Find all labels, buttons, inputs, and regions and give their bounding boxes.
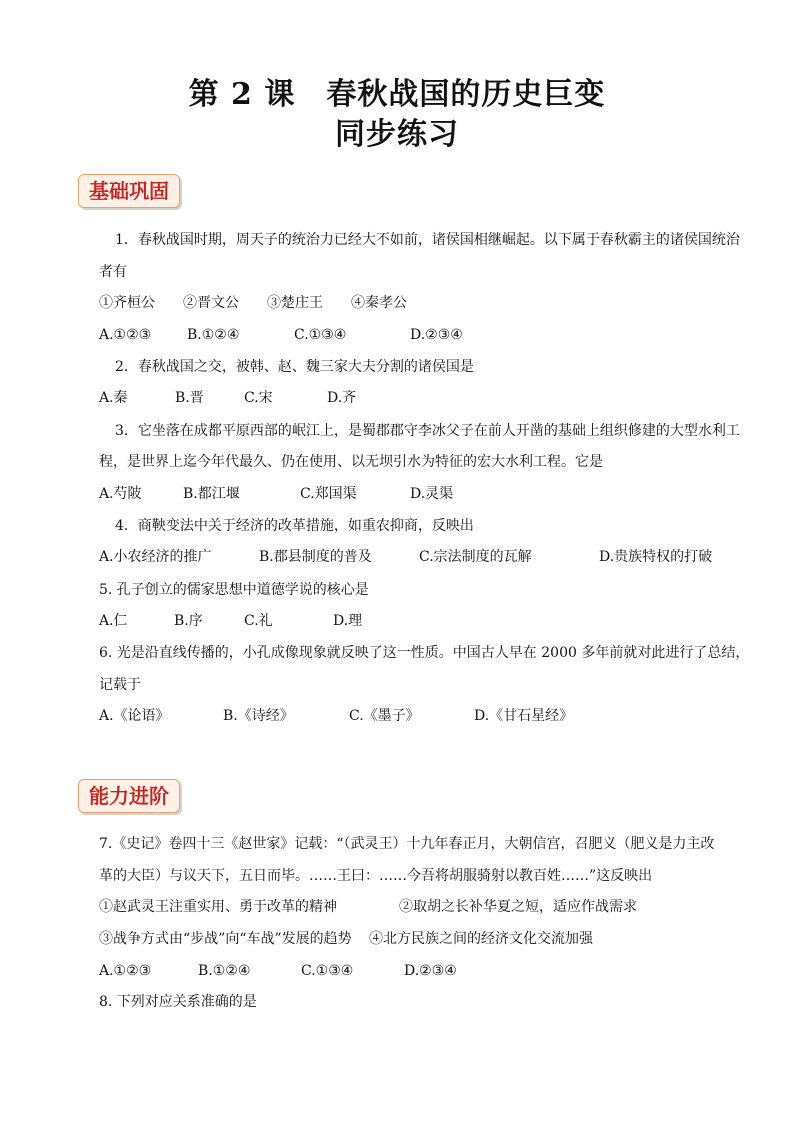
option: C.①③④ xyxy=(301,963,354,979)
question-2-stem: 2．春秋战国之交，被韩、赵、魏三家大夫分割的诸侯国是 xyxy=(115,359,474,375)
option: A.①②③ xyxy=(99,963,152,979)
q1-item: ④秦孝公 xyxy=(351,295,407,311)
option: A.仁 xyxy=(99,613,128,629)
section-badge-advanced: 能力进阶 xyxy=(78,779,180,813)
section-badge-basic: 基础巩固 xyxy=(78,174,180,208)
option: D.②③④ xyxy=(410,327,463,343)
question-1-stem: 1．春秋战国时期，周天子的统治力已经大不如前，诸侯国相继崛起。以下属于春秋霸主的诸侯国统治 xyxy=(115,232,740,248)
q1-item: ①齐桓公 xyxy=(99,295,155,311)
option: B.①②④ xyxy=(198,963,251,979)
option: B.序 xyxy=(174,613,203,629)
option: B.晋 xyxy=(175,390,204,406)
badge-dots xyxy=(82,166,106,174)
page-subtitle: 同步练习 xyxy=(335,117,459,152)
q1-item: ②晋文公 xyxy=(183,295,239,311)
option: A.秦 xyxy=(99,390,128,406)
q7-item: ①赵武灵王注重实用、勇于改革的精神 xyxy=(99,899,337,915)
option: A.芍陂 xyxy=(99,486,142,502)
question-7-stem: 7.《史记》卷四十三《赵世家》记载：“（武灵王）十九年春正月，大朝信宫，召肥义（肥义是力主改 xyxy=(99,836,715,852)
option: D.齐 xyxy=(327,390,357,406)
question-3-stem: 3．它坐落在成都平原西部的岷江上，是蜀郡郡守李冰父子在前人开凿的基础上组织修建的大型水利工 xyxy=(115,423,740,439)
option: A.①②③ xyxy=(99,327,152,343)
question-5-stem: 5. 孔子创立的儒家思想中道德学说的核心是 xyxy=(99,582,369,598)
option: C.①③④ xyxy=(294,327,347,343)
q7-item: ③战争方式由“步战”向“车战”发展的趋势 xyxy=(99,931,352,947)
question-6-stem-cont: 记载于 xyxy=(99,677,141,693)
option: B.①②④ xyxy=(187,327,240,343)
option: C.宗法制度的瓦解 xyxy=(419,549,532,565)
page-title: 第 2 课 春秋战国的历史巨变 xyxy=(188,77,606,112)
option: B.都江堰 xyxy=(183,486,240,502)
option: A.《论语》 xyxy=(99,708,170,724)
q7-item: ④北方民族之间的经济文化交流加强 xyxy=(369,931,593,947)
option: D.理 xyxy=(333,613,363,629)
option: D.②③④ xyxy=(404,963,457,979)
q1-item: ③楚庄王 xyxy=(267,295,323,311)
option: B.郡县制度的普及 xyxy=(259,549,372,565)
question-4-stem: 4．商鞅变法中关于经济的改革措施，如重农抑商，反映出 xyxy=(115,518,474,534)
option: B.《诗经》 xyxy=(223,708,294,724)
option: C.礼 xyxy=(244,613,273,629)
option: C.宋 xyxy=(244,390,273,406)
question-3-stem-cont: 程，是世界上迄今年代最久、仍在使用、以无坝引水为特征的宏大水利工程。它是 xyxy=(99,454,603,470)
q7-item: ②取胡之长补华夏之短，适应作战需求 xyxy=(399,899,637,915)
option: D.贵族特权的打破 xyxy=(599,549,713,565)
option: C.郑国渠 xyxy=(300,486,357,502)
option: C.《墨子》 xyxy=(349,708,420,724)
question-7-stem-cont: 革的大臣）与议天下，五日而毕。……王曰：……今吾将胡服骑射以教百姓……”这反映出 xyxy=(99,868,653,884)
option: D.灵渠 xyxy=(410,486,454,502)
option: D.《甘石星经》 xyxy=(474,708,574,724)
question-1-stem-cont: 者有 xyxy=(99,264,127,280)
question-8-stem: 8. 下列对应关系准确的是 xyxy=(99,994,257,1010)
question-6-stem: 6. 光是沿直线传播的，小孔成像现象就反映了这一性质。中国古人早在 2000 多年前就对此进行了总结， xyxy=(99,645,750,661)
option: A.小农经济的推广 xyxy=(99,549,212,565)
